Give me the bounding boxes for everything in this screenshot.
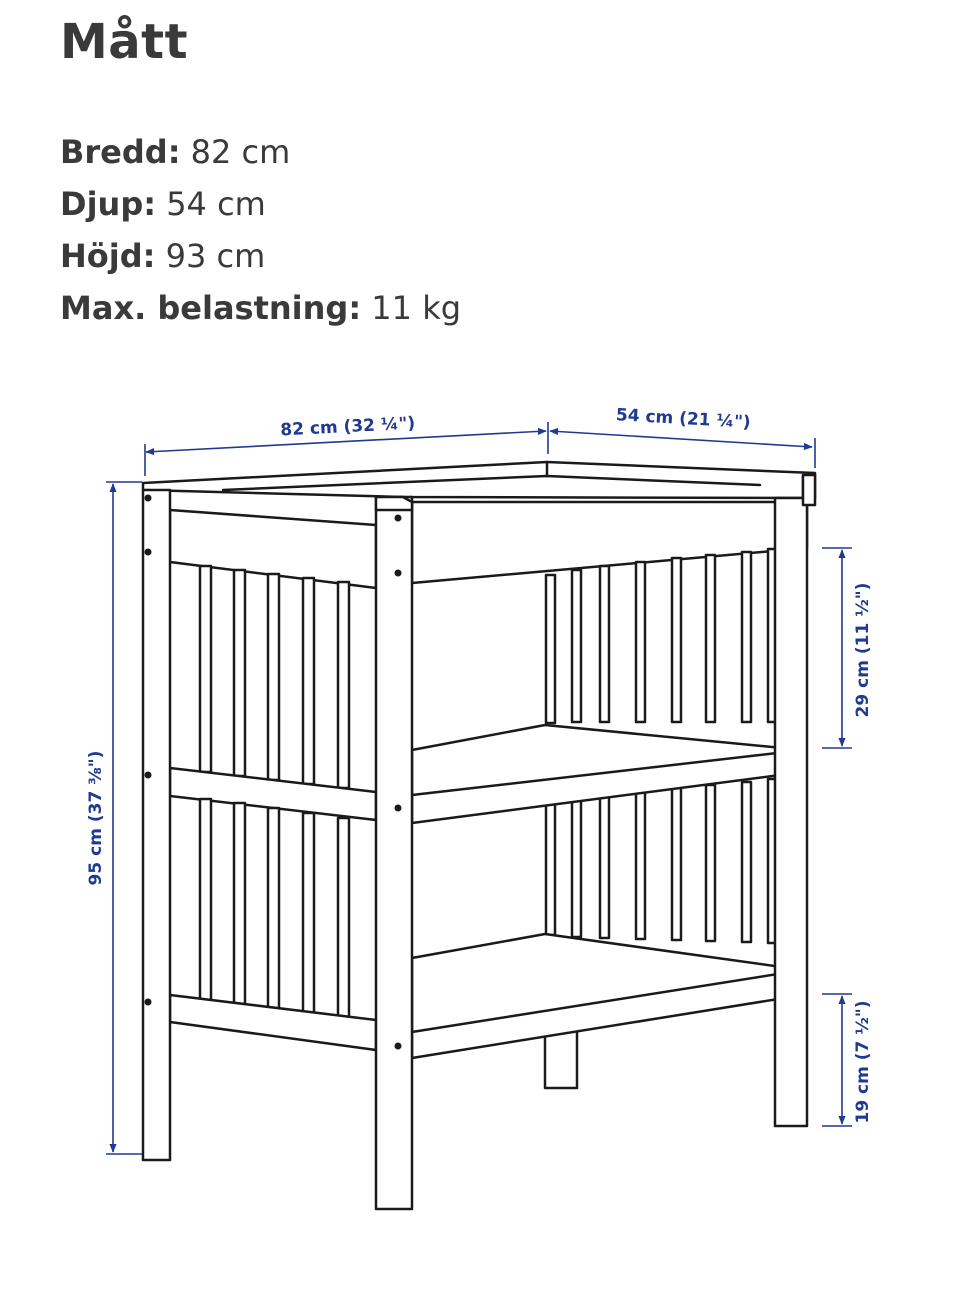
spec-depth-value: 54 cm: [166, 185, 266, 223]
back-outer-leg: [775, 498, 807, 1126]
floor-clearance-dimension-label: 19 cm (7 ½"): [853, 1000, 873, 1124]
spec-depth-label: Djup:: [60, 185, 157, 223]
left-slats-lower: [200, 799, 349, 1030]
back-slats-upper: [546, 549, 777, 723]
back-outer-leg-cap: [803, 475, 815, 505]
spec-height-value: 93 cm: [165, 237, 266, 275]
front-right-leg: [376, 497, 412, 1209]
front-left-leg: [143, 490, 170, 1160]
width-dimension-label: 82 cm (32 ¼"): [279, 413, 416, 441]
height-dimension-label: 95 cm (37 ⅜"): [86, 750, 106, 886]
back-right-leg: [545, 1030, 577, 1088]
page-title: Mått: [60, 14, 189, 70]
back-slats-lower: [546, 779, 777, 943]
depth-dimension-line: [550, 431, 812, 447]
spec-depth: [60, 178, 461, 230]
changing-table-dimension-diagram: [0, 380, 960, 1299]
spec-width-value: 82 cm: [190, 133, 291, 171]
spec-width-label: Bredd:: [60, 133, 181, 171]
spec-max-load-label: Max. belastning:: [60, 289, 362, 327]
spec-height-label: Höjd:: [60, 237, 156, 275]
spec-max-load: [60, 282, 461, 334]
left-slats-upper: [200, 566, 349, 788]
front-right-leg-top: [376, 497, 412, 510]
spec-width: [60, 126, 461, 178]
specifications-list: [60, 126, 461, 334]
bottom-shelf: [412, 934, 803, 1058]
shelf-gap-dimension-label: 29 cm (11 ½"): [853, 582, 873, 718]
changing-table-drawing: [143, 462, 815, 1209]
spec-max-load-value: 11 kg: [371, 289, 462, 327]
spec-height: [60, 230, 461, 282]
depth-dimension-label: 54 cm (21 ¼"): [615, 405, 752, 433]
